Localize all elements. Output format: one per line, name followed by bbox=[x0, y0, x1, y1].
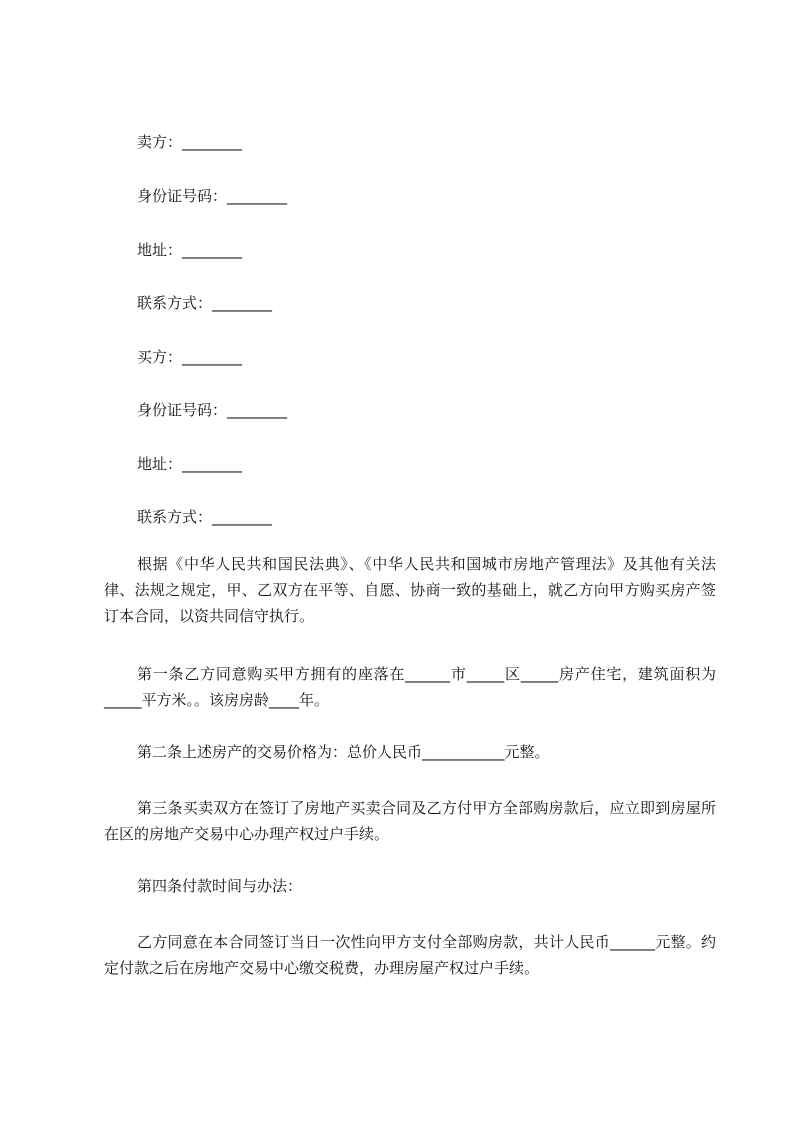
article-3-paragraph: 第三条买卖双方在签订了房地产买卖合同及乙方付甲方全部购房款后，应立即到房屋所在区的房地产交易中心办理产权过户手续。 bbox=[104, 799, 716, 843]
seller-name-field: 卖方：________ bbox=[137, 133, 243, 151]
buyer-id-field: 身份证号码：________ bbox=[137, 401, 288, 419]
buyer-contact-field: 联系方式：________ bbox=[137, 508, 273, 526]
article-2-paragraph: 第二条上述房产的交易价格为：总价人民币___________元整。 bbox=[137, 743, 550, 761]
seller-id-field: 身份证号码：________ bbox=[137, 187, 288, 205]
buyer-address-field: 地址：________ bbox=[137, 455, 243, 473]
seller-address-field: 地址：________ bbox=[137, 241, 243, 259]
article-1-paragraph: 第一条乙方同意购买甲方拥有的座落在______市_____区_____房产住宅，建筑面积为_____平方米。。该房房龄____年。 bbox=[104, 665, 716, 709]
article-4-paragraph: 乙方同意在本合同签订当日一次性向甲方支付全部购房款，共计人民币______元整。约定付款之后在房地产交易中心缴交税费，办理房屋产权过户手续。 bbox=[104, 933, 716, 977]
seller-contact-field: 联系方式：________ bbox=[137, 294, 273, 312]
buyer-name-field: 买方：________ bbox=[137, 348, 243, 366]
preamble-paragraph: 根据《中华人民共和国民法典》、《中华人民共和国城市房地产管理法》及其他有关法律、法规之规定，甲、乙双方在平等、自愿、协商一致的基础上，就乙方向甲方购买房产签订本合同，以资共同信守执行。 bbox=[104, 555, 716, 625]
article-4-title: 第四条付款时间与办法： bbox=[137, 877, 303, 895]
